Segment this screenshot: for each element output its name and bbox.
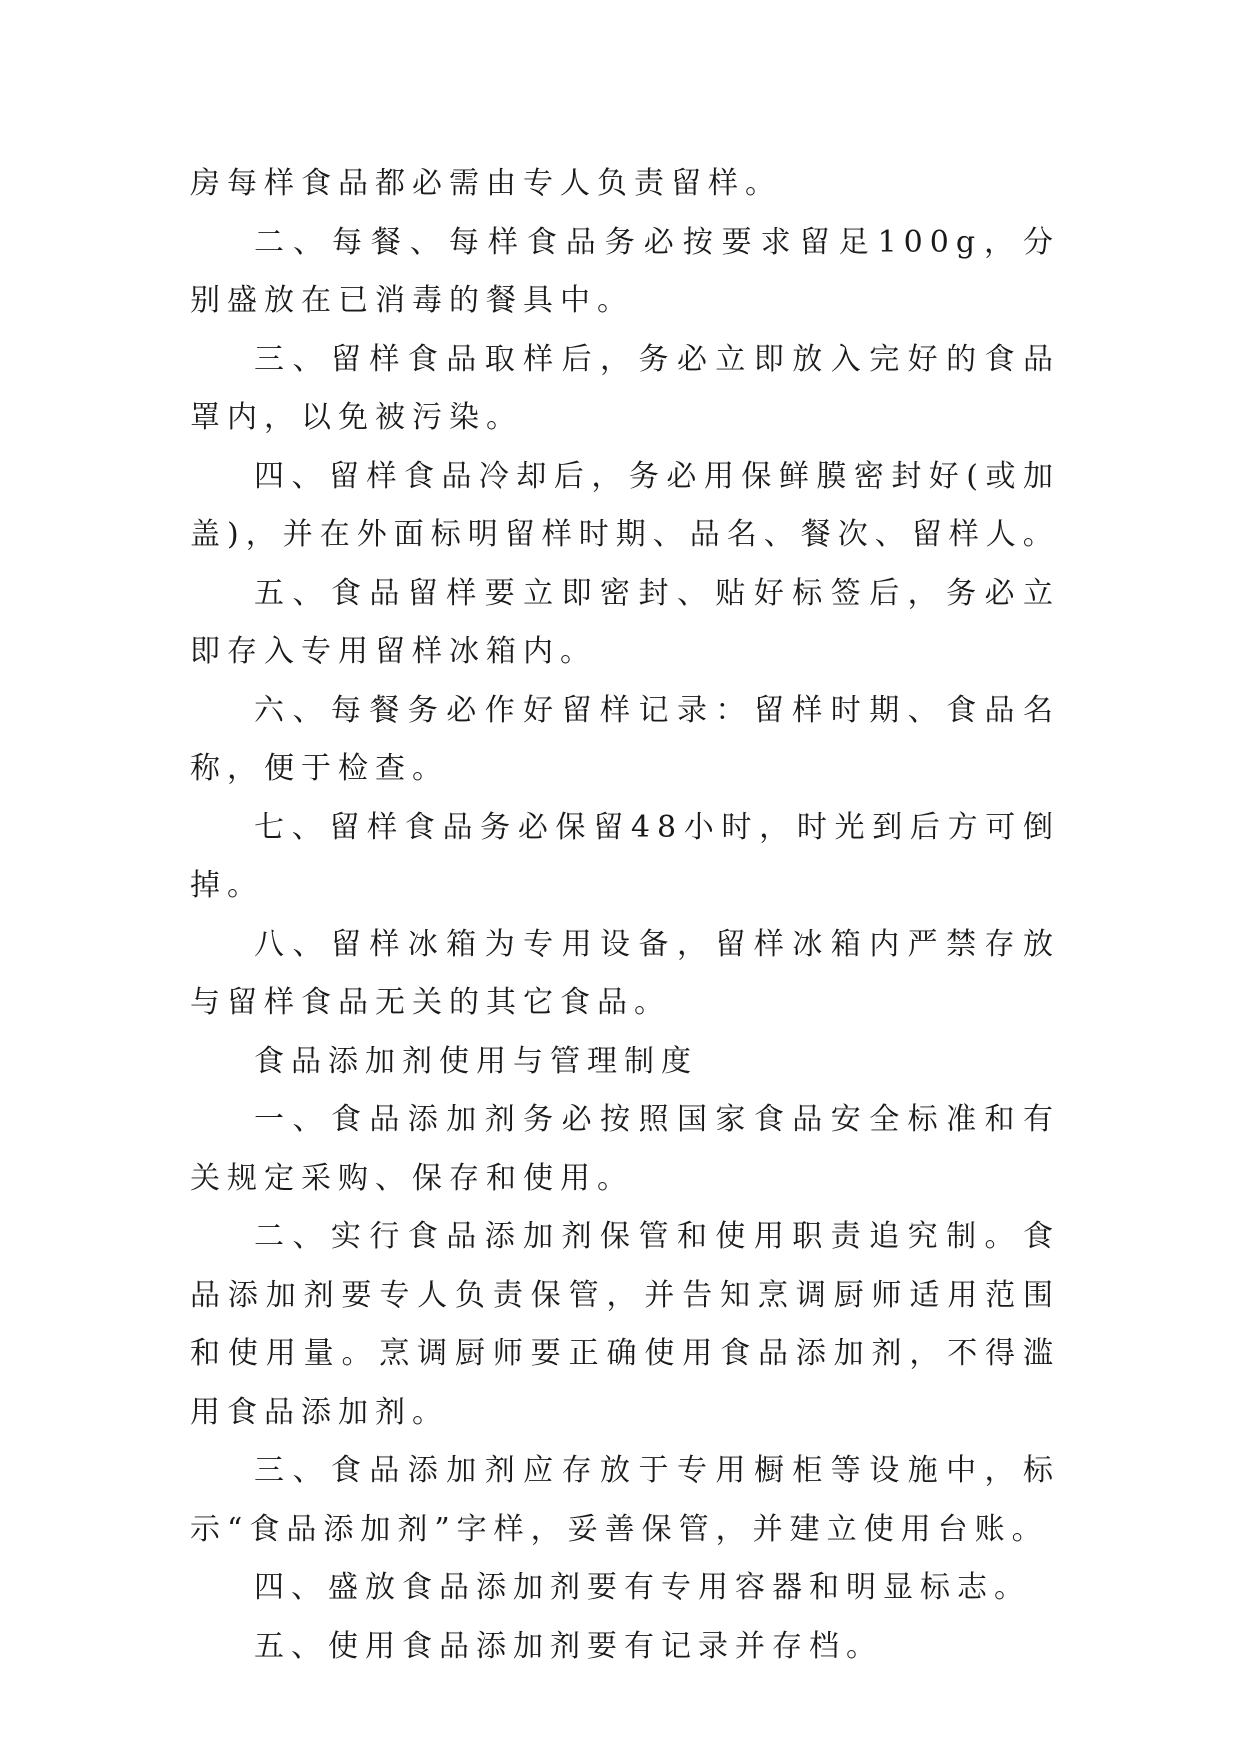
paragraph-additive-2: 二、实行食品添加剂保管和使用职责追究制。食品添加剂要专人负责保管，并告知烹调厨师适用范围和使用量。烹调厨师要正确使用食品添加剂，不得滥用食品添加剂。 xyxy=(190,1219,1060,1430)
paragraph-item-4: 四、留样食品冷却后，务必用保鲜膜密封好(或加盖)，并在外面标明留样时期、品名、餐次、留样人。 xyxy=(190,458,1060,552)
paragraph-item-8: 八、留样冰箱为专用设备，留样冰箱内严禁存放与留样食品无关的其它食品。 xyxy=(190,926,1060,1020)
section-heading: 食品添加剂使用与管理制度 xyxy=(254,1043,698,1079)
paragraph-additive-5: 五、使用食品添加剂要有记录并存档。 xyxy=(254,1628,883,1664)
paragraph-additive-3: 三、食品添加剂应存放于专用橱柜等设施中，标示“食品添加剂”字样，妥善保管，并建立使用台账。 xyxy=(190,1453,1060,1547)
paragraph-item-5: 五、食品留样要立即密封、贴好标签后，务必立即存入专用留样冰箱内。 xyxy=(190,575,1060,669)
paragraph-additive-1: 一、食品添加剂务必按照国家食品安全标准和有关规定采购、保存和使用。 xyxy=(190,1102,1060,1196)
paragraph-continuation: 房每样食品都必需由专人负责留样。 xyxy=(190,166,782,201)
paragraph-item-3: 三、留样食品取样后，务必立即放入完好的食品罩内，以免被污染。 xyxy=(190,341,1060,435)
paragraph-item-2: 二、每餐、每样食品务必按要求留足100g，分别盛放在已消毒的餐具中。 xyxy=(190,224,1060,318)
document-body xyxy=(190,155,1060,1676)
paragraph-item-6: 六、每餐务必作好留样记录：留样时期、食品名称，便于检查。 xyxy=(190,692,1060,786)
paragraph-item-7: 七、留样食品务必保留48小时，时光到后方可倒掉。 xyxy=(190,809,1060,903)
paragraph-additive-4: 四、盛放食品添加剂要有专用容器和明显标志。 xyxy=(254,1570,1031,1605)
